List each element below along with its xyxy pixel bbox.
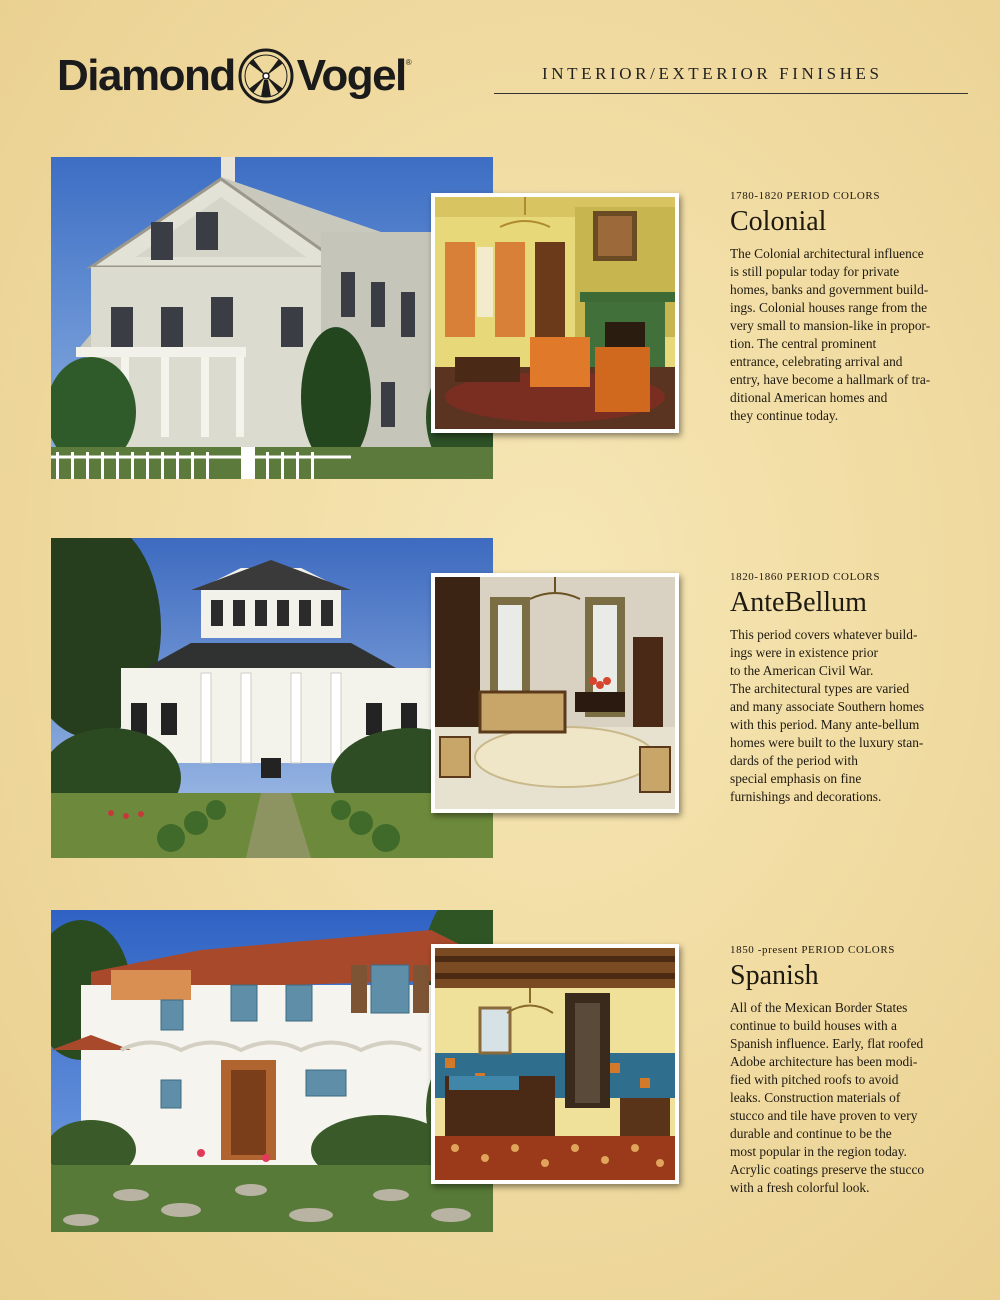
spanish-kitchen-photo <box>431 944 679 1184</box>
section-period: 1780-1820 PERIOD COLORS <box>730 190 881 202</box>
section-description: The Colonial architectural influence is still popular today for private homes, banks and government build- ings. Colonial houses range from the very small to mansion-like in propor- tion. The central prominent entrance, celebrating arrival and entry, have become a hallmark of tra- ditional American homes and they continue today. <box>730 246 931 424</box>
spanish-info <box>730 944 975 1197</box>
section-description: All of the Mexican Border States continue to build houses with a Spanish influence. Early, flat roofed Adobe architecture has been modi- fied with pitched roofs to avoid leaks. Construction materials of stucco and tile have proven to very durable and continue to be the most popular in the region today. Acrylic coatings preserve the stucco with a fresh colorful look. <box>730 1000 925 1196</box>
antebellum-mansion-exterior-photo <box>51 538 493 858</box>
colonial-info <box>730 190 975 425</box>
antebellum-parlor-photo <box>431 573 679 813</box>
section-period: 1850 -present PERIOD COLORS <box>730 944 896 956</box>
section-title: Spanish <box>730 960 819 991</box>
registered-mark: ® <box>405 58 412 67</box>
header-rule <box>494 93 968 94</box>
section-title: AnteBellum <box>730 587 867 618</box>
section-title: Colonial <box>730 206 827 237</box>
spanish-house-exterior-photo <box>51 910 493 1232</box>
brand-word-right: Vogel <box>296 51 406 100</box>
section-period: 1820-1860 PERIOD COLORS <box>730 571 881 583</box>
antebellum-info <box>730 571 975 806</box>
brand-word-left: Diamond <box>57 51 235 100</box>
windmill-diamond-icon <box>237 47 295 105</box>
brand-logo <box>57 44 412 108</box>
page-tagline: INTERIOR/EXTERIOR FINISHES <box>542 64 883 83</box>
colonial-living-room-photo <box>431 193 679 433</box>
colonial-house-exterior-photo <box>51 157 493 479</box>
section-description: This period covers whatever build- ings were in existence prior to the American Civil War. The architectural types are varied and many associate Southern homes with this period. Many ante-bellum homes were built to the luxury stan- dards of the period with special emphasis on fine furnishings and decorations. <box>730 627 925 805</box>
